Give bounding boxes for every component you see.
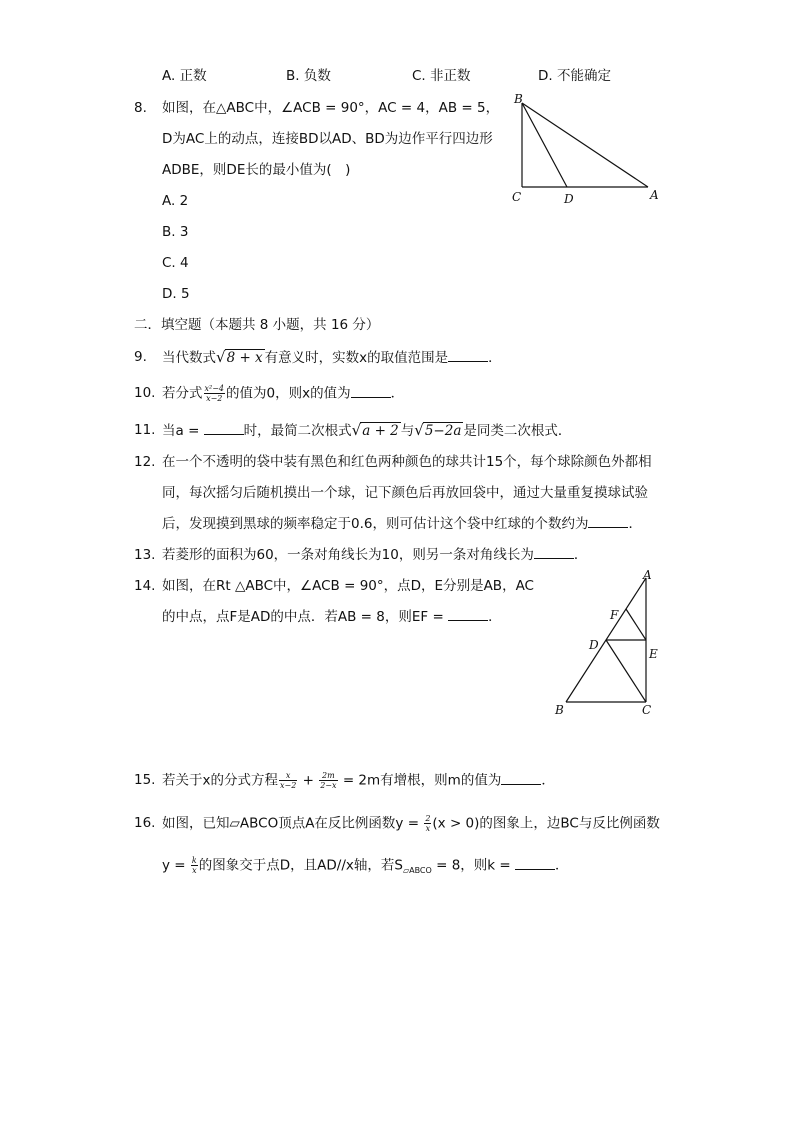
q12-number: 12. [134,454,156,470]
q8-option-d: D. 5 [162,286,190,302]
q8-line3: ADBE，则DE长的最小值为( ) [162,162,351,178]
segment-bd [522,103,567,187]
q14-end: ． [488,609,502,625]
label-a: A [643,568,652,582]
q8-number: 8. [134,100,147,116]
q9-radicand: 8 + x [226,350,263,366]
q16-line2-pre: y = [162,857,190,874]
q11-mid: 时，最简二次根式 [243,423,352,439]
q15-pre: 若关于x的分式方程 [162,772,278,789]
q16-f1-den: x [425,824,431,833]
q16-line1-post: (x > 0)的图象上，边BC与反比例函数 [432,815,660,832]
label-c: C [642,703,652,717]
q11-pre: 当a = [162,423,204,439]
q15-number: 15. [134,772,156,788]
q7-option-a: A. 正数 [162,68,207,84]
q8-line2: D为AC上的动点，连接BD以AD、BD为边作平行四边形 [162,131,493,147]
q8-figure [505,88,670,210]
q12-line1: 在一个不透明的袋中装有黑色和红色两种颜色的球共计15个，每个球除颜色外都相 [162,454,652,470]
segment-dc [606,640,646,702]
q16-line2-mid: 的图象交于点D，且AD//x轴，若S [198,857,403,874]
q15-fraction-1 [279,771,297,790]
q15-end: ． [541,772,555,789]
label-a: A [650,188,659,202]
q12-line2: 同，每次摇匀后随机摸出一个球，记下颜色后再放回袋中，通过大量重复摸球试验 [162,485,648,501]
q9-post: 有意义时，实数x的取值范围是 [264,350,449,366]
q13-end: ． [573,547,588,563]
segment-ba [522,103,648,187]
q9-end: ． [488,350,502,366]
q9-number: 9. [134,349,147,365]
section-2-header: 二．填空题（本题共 8 小题，共 16 分） [134,317,380,333]
label-e: E [649,647,658,661]
q10-blank[interactable] [351,385,391,398]
q11-and: 与 [400,423,415,439]
q10-text [162,384,404,403]
q12-end: ． [628,516,642,532]
q13-blank[interactable] [534,546,574,559]
label-b: B [514,92,523,106]
q15-fraction-2 [319,771,337,790]
q16-line2-post: = 8，则k = [431,857,515,874]
q16-fraction-1 [424,814,431,833]
label-d: D [564,192,574,206]
q14-line2-text: 的中点，点F是AD的中点．若AB = 8，则EF = [162,609,449,625]
q9-text: 当代数式√8 + x 有意义时，实数x的取值范围是 ． [162,348,502,366]
q16-line1-pre: 如图，已知▱ABCO顶点A在反比例函数y = [162,815,424,832]
q15-f2-num: 2m [319,771,337,781]
q8-option-c: C. 4 [162,255,189,271]
q15-f1-num: x [279,771,297,781]
q11-blank[interactable] [204,422,244,435]
q15-f1-den: x−2 [280,781,297,790]
q11-radicand-1: a + 2 [362,423,399,439]
q7-option-b: B. 负数 [286,68,331,84]
q12-line3-text: 后，发现摸到黑球的频率稳定于0.6，则可估计这个袋中红球的个数约为 [162,516,589,532]
q16-line1 [162,814,660,833]
q9-blank[interactable] [448,349,488,362]
q15-text [162,771,555,790]
q10-end: ． [390,385,405,402]
q11-text: 当a = 时，最简二次根式√a + 2 与√5−2a 是同类二次根式． [162,421,572,439]
q8-option-a: A. 2 [162,193,189,209]
q16-f2-den: x [192,866,197,875]
q16-number: 16. [134,815,156,831]
q16-f2-num: k [191,856,197,865]
q7-option-d: D. 不能确定 [538,68,611,84]
label-d: D [589,638,599,652]
q15-plus: + [298,772,319,789]
q10-frac-num: x²−4 [204,384,225,393]
q14-blank[interactable] [448,608,488,621]
label-f: F [610,608,619,622]
q10-fraction [204,384,226,403]
q15-f2-den: 2−x [320,781,337,790]
q14-line2 [162,608,502,626]
q15-blank[interactable] [501,772,541,785]
q13-number: 13. [134,547,156,563]
q14-line1: 如图，在Rt △ABC中，∠ACB = 90°，点D，E分别是AB，AC [162,578,534,594]
q10-number: 10. [134,385,156,401]
q8-line1: 如图，在△ABC中，∠ACB = 90°，AC = 4，AB = 5， [162,100,500,116]
q13-body: 若菱形的面积为60，一条对角线长为10，则另一条对角线长为 [162,547,534,563]
q16-fraction-2 [191,856,198,875]
q12-line3 [162,515,642,533]
q11-number: 11. [134,422,156,438]
label-c: C [512,190,522,204]
q7-option-c: C. 非正数 [412,68,471,84]
q16-subscript: ▱ABCO [402,866,432,876]
q12-blank[interactable] [588,515,628,528]
q16-f1-num: 2 [425,814,431,823]
q16-blank[interactable] [515,857,555,870]
q10-frac-den: x−2 [206,394,223,403]
q16-line2 [162,856,569,880]
q11-post: 是同类二次根式． [463,423,572,439]
q14-figure [548,566,668,722]
q16-end: ． [555,857,569,874]
q14-number: 14. [134,578,156,594]
q13-text [162,546,587,564]
q10-post: 的值为0，则x的值为 [226,385,351,402]
q15-post: = 2m有增根，则m的值为 [338,772,502,789]
q10-pre: 若分式 [162,385,203,402]
q9-pre: 当代数式 [162,350,216,366]
label-b: B [555,703,564,717]
q11-radicand-2: 5−2a [424,423,462,439]
q8-option-b: B. 3 [162,224,189,240]
segment-fe [626,609,646,640]
